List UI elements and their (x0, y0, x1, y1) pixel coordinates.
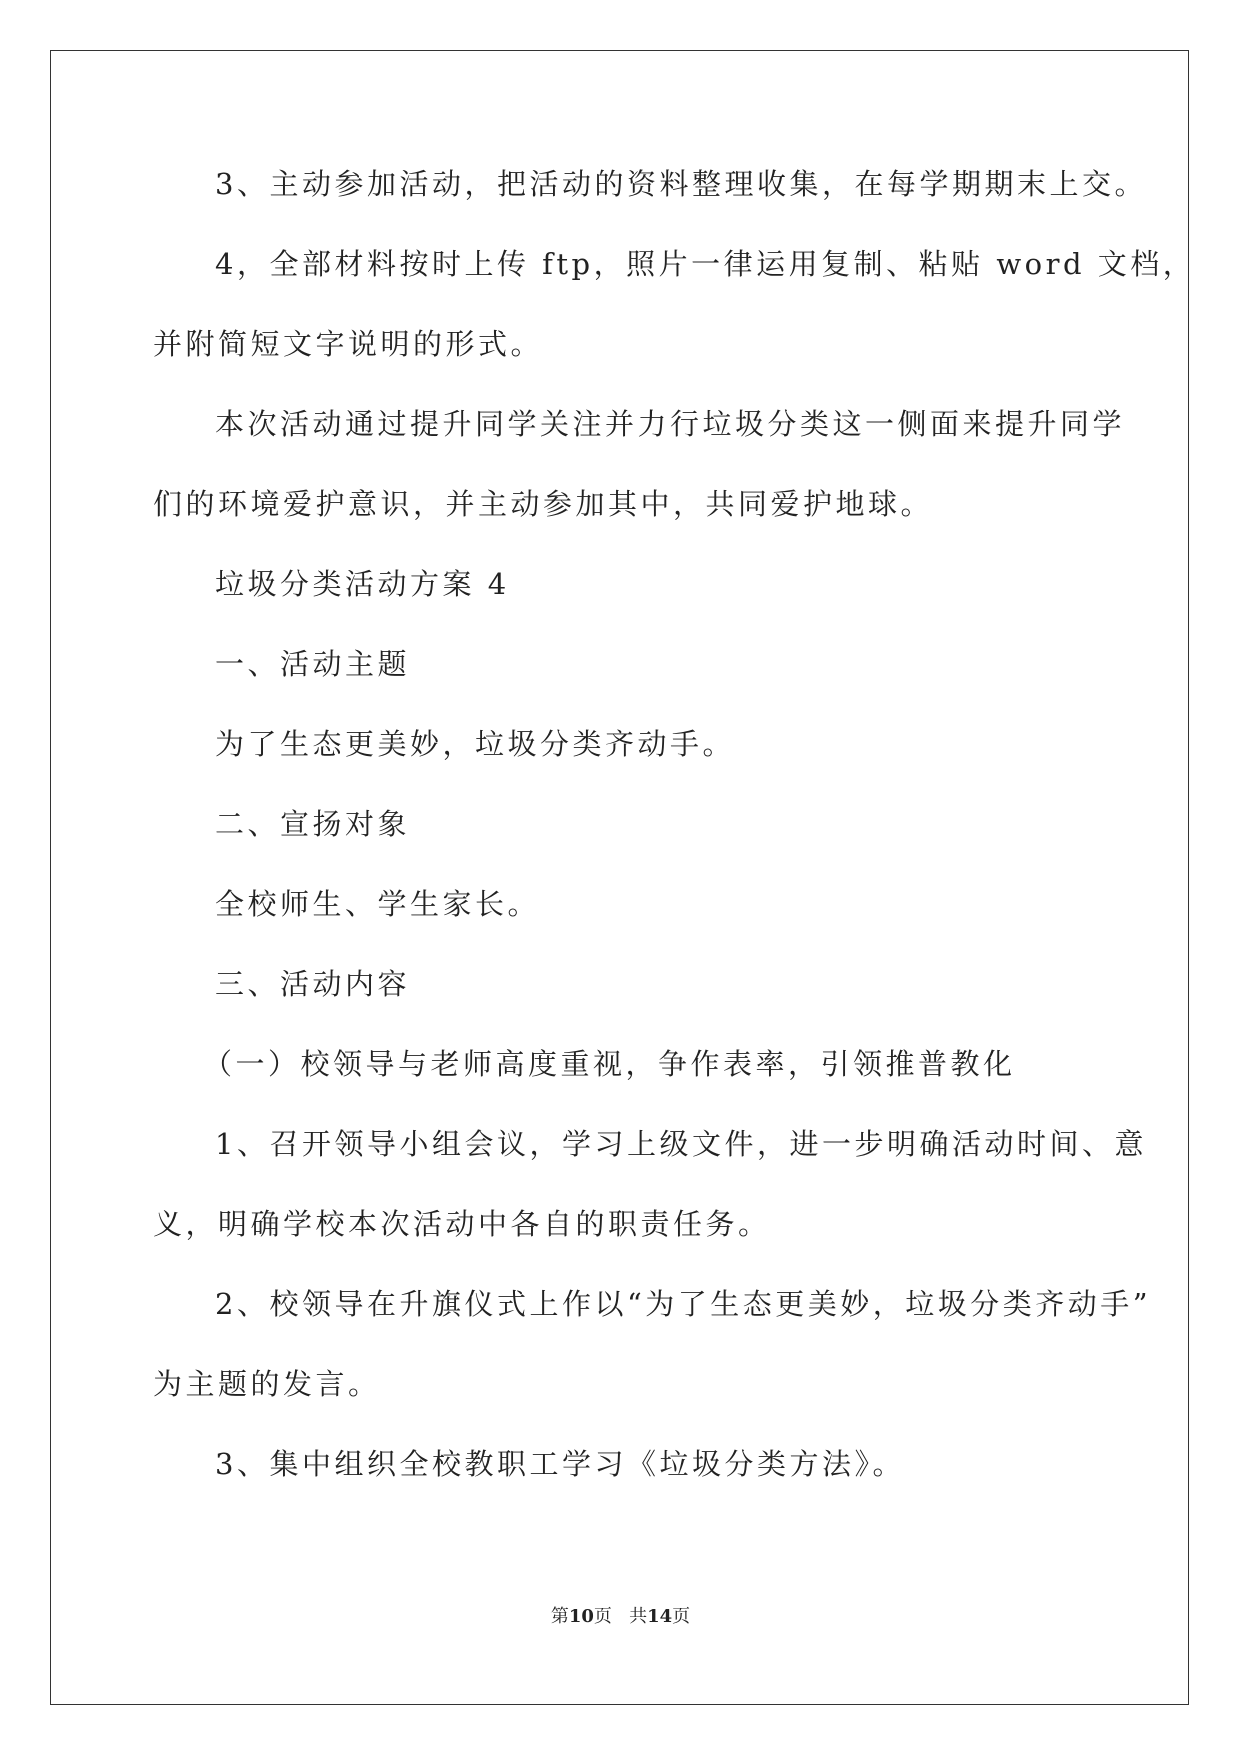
footer-page-word: 页 (593, 1606, 612, 1627)
section-heading: 一、活动主题 (215, 647, 411, 681)
paragraph-line: 义，明确学校本次活动中各自的职责任务。 (153, 1207, 771, 1241)
paragraph-line: 为了生态更美妙，垃圾分类齐动手。 (215, 727, 736, 761)
section-title: 垃圾分类活动方案 4 (215, 567, 510, 601)
paragraph-line: 4，全部材料按时上传 ftp，照片一律运用复制、粘贴 word 文档， (215, 247, 1196, 281)
current-page-number: 10 (568, 1606, 594, 1627)
footer-total-word: 页 (672, 1606, 691, 1627)
paragraph-line: 2、校领导在升旗仪式上作以“为了生态更美妙，垃圾分类齐动手” (215, 1287, 1152, 1321)
paragraph-line: 1、召开领导小组会议，学习上级文件，进一步明确活动时间、意 (215, 1127, 1147, 1161)
footer-prefix: 第 (550, 1606, 569, 1627)
paragraph-line: 全校师生、学生家长。 (215, 887, 541, 921)
footer-total-prefix: 共 (629, 1606, 648, 1627)
paragraph-line: 3、主动参加活动，把活动的资料整理收集，在每学期期末上交。 (215, 167, 1147, 201)
paragraph-line: 本次活动通过提升同学关注并力行垃圾分类这一侧面来提升同学 (215, 407, 1126, 441)
paragraph-line: 并附简短文字说明的形式。 (153, 327, 544, 361)
section-heading: 三、活动内容 (215, 967, 411, 1001)
paragraph-line: 为主题的发言。 (153, 1367, 381, 1401)
subsection-heading: （一）校领导与老师高度重视，争作表率，引领推普教化 (203, 1047, 1016, 1081)
paragraph-line: 3、集中组织全校教职工学习《垃圾分类方法》。 (215, 1447, 905, 1481)
section-heading: 二、宣扬对象 (215, 807, 411, 841)
paragraph-line: 们的环境爱护意识，并主动参加其中，共同爱护地球。 (153, 487, 934, 521)
total-page-number: 14 (647, 1606, 673, 1627)
page-footer (0, 1605, 1241, 1629)
